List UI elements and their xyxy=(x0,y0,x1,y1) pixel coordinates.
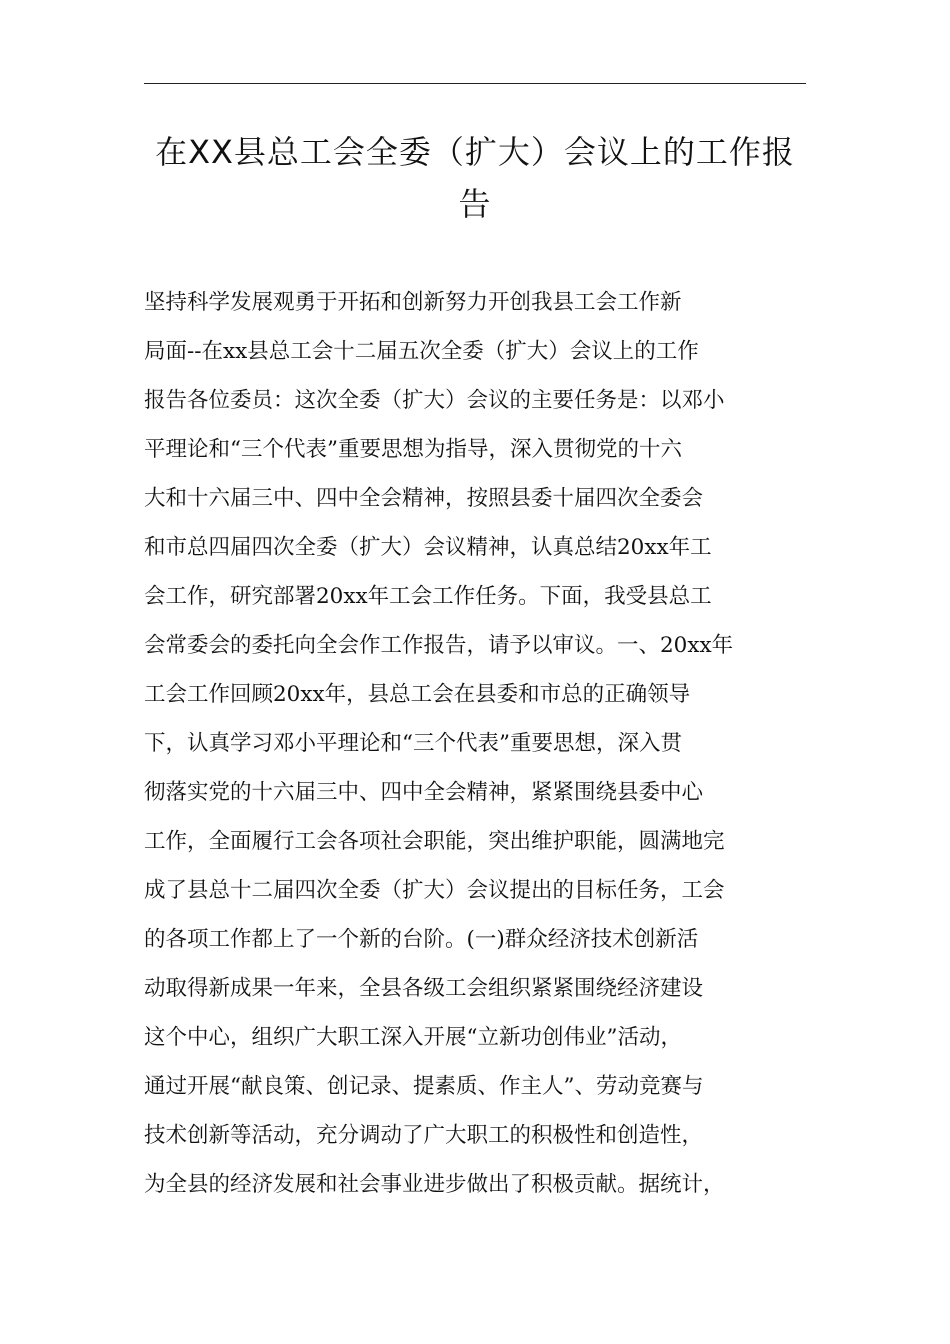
title-line: 告 xyxy=(458,185,492,223)
body-line: 这个中心，组织广大职工深入开展“立新功创伟业”活动， xyxy=(144,1025,682,1050)
body-line: 动取得新成果一年来，全县各级工会组织紧紧围绕经济建设 xyxy=(144,976,704,1001)
body-line: 坚持科学发展观勇于开拓和创新努力开创我县工会工作新 xyxy=(144,290,682,315)
body-line: 为全县的经济发展和社会事业进步做出了积极贡献。据统计， xyxy=(144,1172,725,1197)
body-line: 彻落实党的十六届三中、四中全会精神，紧紧围绕县委中心 xyxy=(144,780,704,805)
body-line: 大和十六届三中、四中全会精神，按照县委十届四次全委会 xyxy=(144,486,704,511)
document-title xyxy=(144,126,806,230)
body-line: 技术创新等活动，充分调动了广大职工的积极性和创造性， xyxy=(144,1123,704,1148)
body-line: 会常委会的委托向全会作工作报告，请予以审议。一、20xx年 xyxy=(144,633,734,658)
body-line: 和市总四届四次全委（扩大）会议精神，认真总结20xx年工 xyxy=(144,535,712,560)
body-line: 成了县总十二届四次全委（扩大）会议提出的目标任务，工会 xyxy=(144,878,725,903)
body-line: 通过开展“献良策、创记录、提素质、作主人”、劳动竞赛与 xyxy=(144,1074,704,1099)
body-line: 平理论和“三个代表”重要思想为指导，深入贯彻党的十六 xyxy=(144,437,682,462)
body-line: 下，认真学习邓小平理论和“三个代表”重要思想，深入贯 xyxy=(144,731,682,756)
title-line: 在XX县总工会全委（扩大）会议上的工作报 xyxy=(155,133,795,171)
body-line: 工会工作回顾20xx年，县总工会在县委和市总的正确领导 xyxy=(144,682,691,707)
header-rule xyxy=(144,83,806,84)
body-line: 会工作，研究部署20xx年工会工作任务。下面，我受县总工 xyxy=(144,584,712,609)
body-line: 报告各位委员：这次全委（扩大）会议的主要任务是：以邓小 xyxy=(144,388,725,413)
body-line: 工作，全面履行工会各项社会职能，突出维护职能，圆满地完 xyxy=(144,829,725,854)
body-paragraph xyxy=(144,278,810,1209)
body-line: 的各项工作都上了一个新的台阶。(一)群众经济技术创新活 xyxy=(144,927,699,952)
body-line: 局面--在xx县总工会十二届五次全委（扩大）会议上的工作 xyxy=(144,339,699,364)
